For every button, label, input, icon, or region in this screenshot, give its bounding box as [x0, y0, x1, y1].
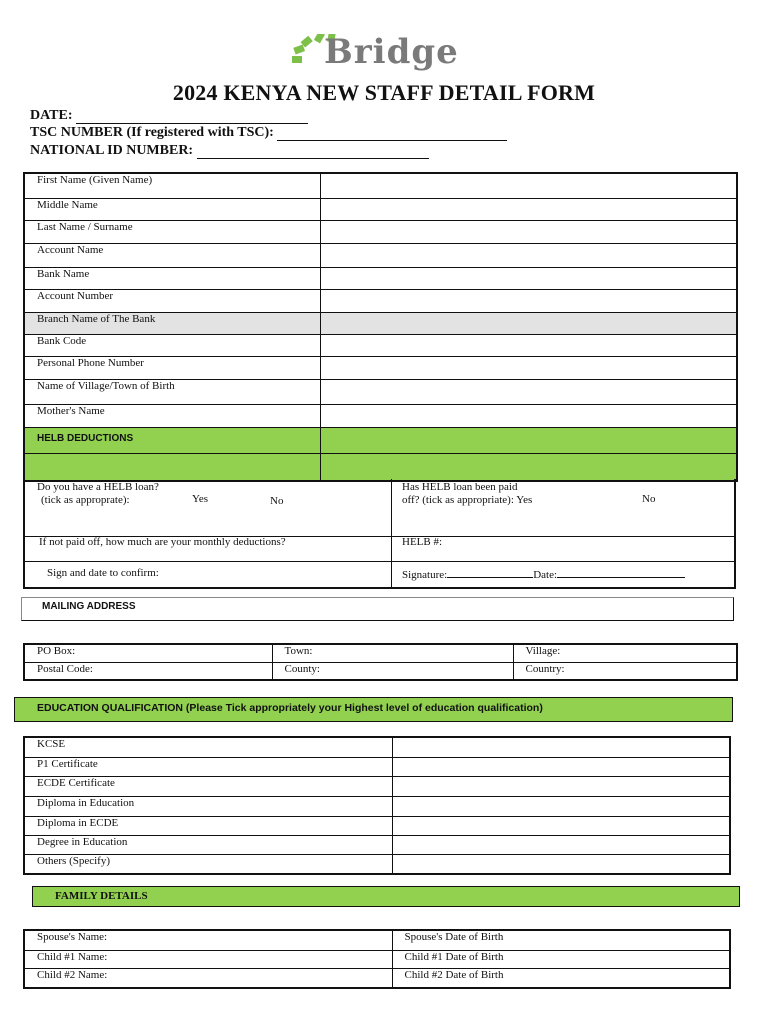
table-row: [24, 968, 730, 988]
helb-green-row: [24, 453, 737, 481]
mailing-address-table: [23, 643, 738, 681]
education-item: ECDE Certificate: [24, 776, 392, 796]
table-row: [24, 835, 730, 854]
helb-loan-yes[interactable]: Yes: [192, 493, 209, 505]
row-label: Account Name: [24, 243, 320, 267]
page-title: 2024 KENYA NEW STAFF DETAIL FORM: [172, 80, 596, 105]
helb-number-label: HELB #:: [402, 536, 443, 548]
helb-paid-question: Has HELB loan been paid off? (tick as appropriate): Yes: [402, 481, 533, 506]
national-id-blank[interactable]: [197, 146, 429, 159]
table-row: [24, 930, 730, 950]
family-right-cell[interactable]: Child #1 Date of Birth: [392, 950, 730, 968]
row-label: Account Number: [24, 289, 320, 312]
logo-text: Bridge: [324, 32, 459, 72]
personal-details-table: [23, 172, 738, 482]
family-left-cell[interactable]: Child #2 Name:: [24, 968, 392, 988]
helb-heading: HELB DEDUCTIONS: [24, 427, 320, 453]
table-row: [24, 220, 737, 243]
table-row: [24, 198, 737, 220]
helb-loan-question: Do you have a HELB loan? (tick as approprate):: [37, 481, 159, 506]
bridge-logo: [288, 30, 512, 76]
helb-heading-row: [24, 427, 737, 453]
country-cell[interactable]: Country:: [513, 662, 737, 680]
row-input[interactable]: [320, 379, 737, 404]
row-input[interactable]: [320, 404, 737, 427]
row-input[interactable]: [320, 289, 737, 312]
date-field[interactable]: [30, 108, 308, 124]
mailing-address-heading-box: [21, 597, 734, 621]
education-item: Diploma in Education: [24, 796, 392, 816]
town-cell[interactable]: Town:: [272, 644, 513, 662]
family-heading-bar: [32, 886, 740, 907]
family-table: [23, 929, 731, 989]
table-row: [24, 173, 737, 198]
education-tick-cell[interactable]: [392, 757, 730, 776]
row-input[interactable]: [320, 267, 737, 289]
row-input[interactable]: [320, 356, 737, 379]
family-right-cell[interactable]: Spouse's Date of Birth: [392, 930, 730, 950]
county-cell[interactable]: County:: [272, 662, 513, 680]
table-row: [24, 289, 737, 312]
table-row: [24, 334, 737, 356]
table-row: [24, 356, 737, 379]
education-item: Others (Specify): [24, 854, 392, 874]
row-input[interactable]: [320, 198, 737, 220]
education-heading: EDUCATION QUALIFICATION (Please Tick appropriately your Highest level of education qualification): [37, 702, 543, 714]
signature-date-field[interactable]: [402, 567, 685, 581]
row-input[interactable]: [320, 220, 737, 243]
national-id-field[interactable]: [30, 143, 429, 159]
row-label: Last Name / Surname: [24, 220, 320, 243]
table-row: [24, 404, 737, 427]
helb-loan-no[interactable]: No: [270, 495, 284, 507]
helb-heading-blank: [320, 427, 737, 453]
education-table: [23, 736, 731, 875]
family-left-cell[interactable]: Spouse's Name:: [24, 930, 392, 950]
tsc-number-field[interactable]: [30, 125, 507, 141]
monthly-deductions-label: If not paid off, how much are your monthly deductions?: [39, 536, 286, 548]
table-row: [24, 662, 737, 680]
table-row: [24, 737, 730, 757]
row-input[interactable]: [320, 334, 737, 356]
table-row: [24, 796, 730, 816]
table-row: [24, 243, 737, 267]
row-label: Bank Name: [24, 267, 320, 289]
helb-questions-box: [23, 479, 736, 589]
village-cell[interactable]: Village:: [513, 644, 737, 662]
table-row: [24, 776, 730, 796]
row-label: Branch Name of The Bank: [24, 312, 320, 334]
row-label: Mother's Name: [24, 404, 320, 427]
mailing-address-heading: MAILING ADDRESS: [42, 601, 136, 612]
helb-green-cell: [24, 453, 320, 481]
signature-label: Signature:: [402, 569, 448, 581]
table-row: [24, 950, 730, 968]
table-row: [24, 267, 737, 289]
date-label: DATE:: [30, 108, 73, 123]
row-input[interactable]: [320, 312, 737, 334]
table-row: [24, 816, 730, 835]
row-label: Personal Phone Number: [24, 356, 320, 379]
education-tick-cell[interactable]: [392, 796, 730, 816]
sign-confirm-label: Sign and date to confirm:: [47, 567, 159, 579]
date-blank[interactable]: [76, 111, 308, 124]
family-right-cell[interactable]: Child #2 Date of Birth: [392, 968, 730, 988]
education-item: P1 Certificate: [24, 757, 392, 776]
row-label: Bank Code: [24, 334, 320, 356]
table-row: [24, 757, 730, 776]
family-left-cell[interactable]: Child #1 Name:: [24, 950, 392, 968]
table-row: [24, 644, 737, 662]
helb-paid-no[interactable]: No: [642, 493, 656, 505]
national-id-label: NATIONAL ID NUMBER:: [30, 143, 194, 158]
table-row: [24, 854, 730, 874]
row-label: First Name (Given Name): [24, 173, 320, 198]
date-label: Date:: [533, 569, 558, 581]
postal-code-cell[interactable]: Postal Code:: [24, 662, 272, 680]
education-item: Diploma in ECDE: [24, 816, 392, 835]
helb-date-blank[interactable]: [557, 567, 685, 578]
po-box-cell[interactable]: PO Box:: [24, 644, 272, 662]
education-item: Degree in Education: [24, 835, 392, 854]
row-input[interactable]: [320, 173, 737, 198]
table-row: [24, 379, 737, 404]
helb-green-cell: [320, 453, 737, 481]
education-tick-cell[interactable]: [392, 854, 730, 874]
row-input[interactable]: [320, 243, 737, 267]
tsc-blank[interactable]: [277, 128, 507, 141]
education-item: KCSE: [24, 737, 392, 757]
table-row: [24, 312, 737, 334]
row-label: Middle Name: [24, 198, 320, 220]
education-heading-bar: [14, 697, 733, 722]
tsc-label: TSC NUMBER (If registered with TSC):: [30, 125, 274, 140]
education-tick-cell[interactable]: [392, 816, 730, 835]
education-tick-cell[interactable]: [392, 835, 730, 854]
row-label: Name of Village/Town of Birth: [24, 379, 320, 404]
education-tick-cell[interactable]: [392, 776, 730, 796]
signature-blank[interactable]: [447, 567, 533, 578]
family-heading: FAMILY DETAILS: [55, 890, 148, 902]
education-tick-cell[interactable]: [392, 737, 730, 757]
